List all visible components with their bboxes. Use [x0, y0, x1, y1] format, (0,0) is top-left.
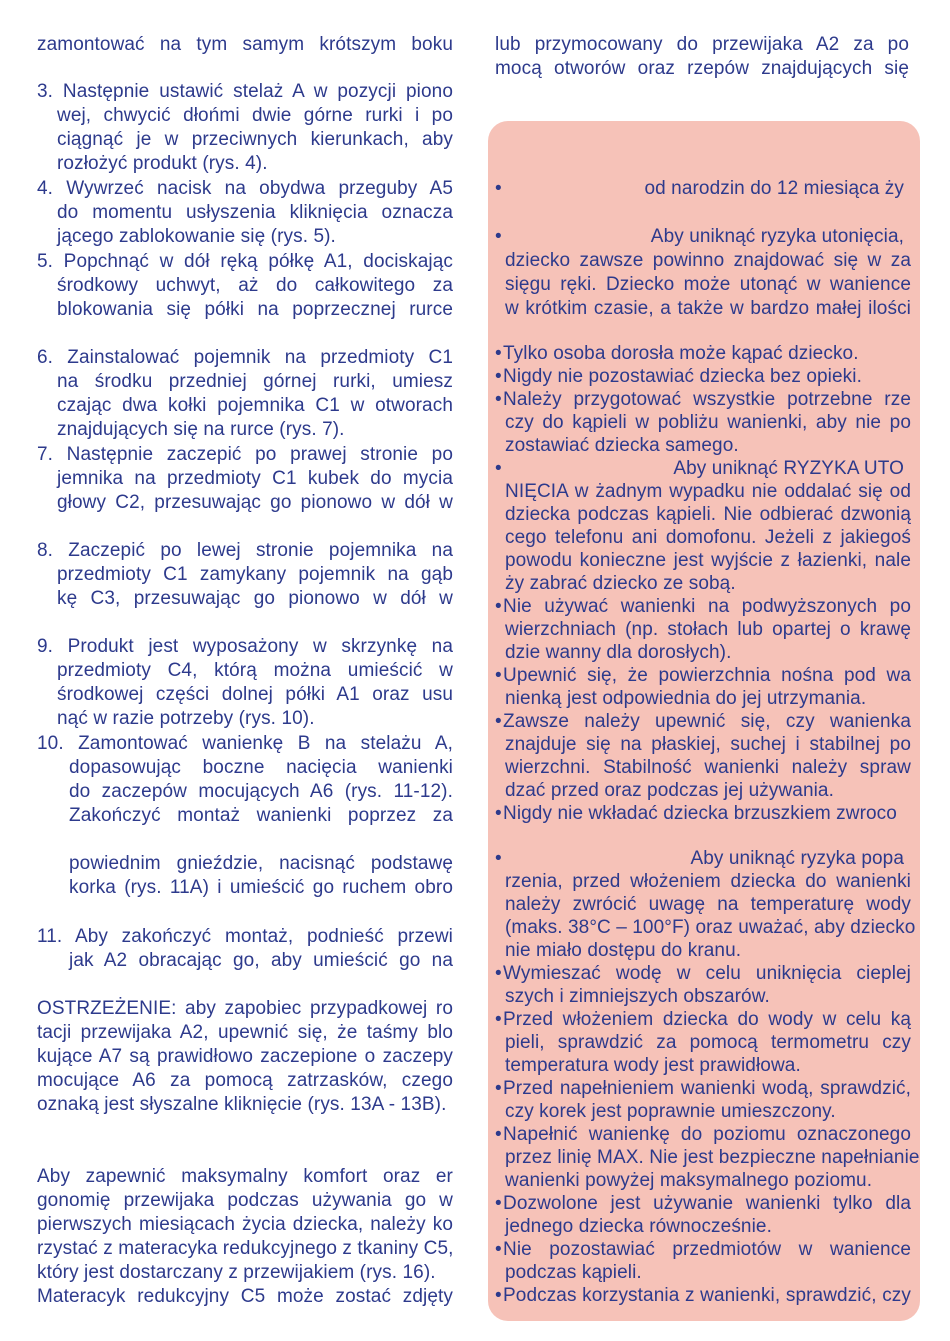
- bullet: •: [495, 848, 502, 869]
- warning-line: Nigdy nie wkładać dziecka brzuszkiem zwroco: [503, 803, 897, 824]
- warning-line: Tylko osoba dorosła może kąpać dziecko.: [503, 343, 859, 364]
- text-line: kę C3, przesuwając go pionowo w dół w: [57, 588, 453, 609]
- bullet: •: [495, 1078, 502, 1099]
- text-line: głowy C2, przesuwając go pionowo w dół w: [57, 492, 453, 513]
- bullet: •: [495, 963, 502, 984]
- text-line: mocą otworów oraz rzepów znajdujących się: [495, 58, 909, 79]
- warning-line: Należy przygotować wszystkie potrzebne rze: [503, 389, 911, 410]
- text-line: rozłożyć produkt (rys. 4).: [57, 153, 268, 174]
- bullet: •: [495, 178, 502, 199]
- text-line: Aby zapewnić maksymalny komfort oraz er: [37, 1166, 453, 1187]
- bullet: •: [495, 1124, 502, 1145]
- bullet: •: [495, 226, 502, 247]
- text-line: blokowania się półki na poprzecznej rurce: [57, 299, 453, 320]
- warning-line: dzie wanny dla dorosłych).: [505, 642, 732, 663]
- warning-line: jednego dziecka równocześnie.: [505, 1216, 772, 1237]
- step-8-line: 8. Zaczepić po lewej stronie pojemnika na: [37, 540, 453, 561]
- warning-line: czy korek jest poprawnie umieszczony.: [505, 1101, 836, 1122]
- text-line: który jest dostarczany z przewijakiem (rys. 16).: [37, 1262, 436, 1283]
- warning-line: należy zwrócić uwagę na temperaturę wody: [505, 894, 911, 915]
- warning-line: w krótkim czasie, a także w bardzo małej ilości: [505, 298, 911, 319]
- warning-line: ży zabrać dziecko ze sobą.: [505, 573, 736, 594]
- warning-line: Przed napełnieniem wanienki wodą, sprawdzić,: [503, 1078, 911, 1099]
- warning-box: [488, 121, 920, 1321]
- warning-line: nienką jest odpowiednia do jej utrzymania.: [505, 688, 867, 709]
- text-line: jącego zablokowanie się (rys. 5).: [57, 226, 336, 247]
- warning-line: (maks. 38°C – 100°F) oraz uważać, aby dziecko: [505, 917, 916, 938]
- bullet: •: [495, 1009, 502, 1030]
- warning-line: dziecka podczas kąpieli. Nie odbierać dzwonią: [505, 504, 911, 525]
- text-line: powiednim gnieździe, nacisnąć podstawę: [69, 853, 453, 874]
- bullet: •: [495, 711, 502, 732]
- warning-line: Podczas korzystania z wanienki, sprawdzić, czy: [503, 1285, 911, 1306]
- text-line: znajdujących się na rurce (rys. 7).: [57, 419, 345, 440]
- warning-text-line: tacji przewijaka A2, upewnić się, że taśmy blo: [37, 1022, 453, 1043]
- text-line: środkowej części dolnej półki A1 oraz usu: [57, 684, 453, 705]
- warning-line: zostawiać dziecka samego.: [505, 435, 739, 456]
- text-line: środkowy uchwyt, aż do całkowitego za: [57, 275, 453, 296]
- bullet: •: [495, 1285, 502, 1306]
- text-line: do momentu usłyszenia kliknięcia oznacza: [57, 202, 453, 223]
- warning-line: Aby uniknąć ryzyka popa: [690, 848, 904, 869]
- warning-text-line: OSTRZEŻENIE: aby zapobiec przypadkowej ro: [37, 998, 453, 1019]
- warning-line: Nie pozostawiać przedmiotów w wanience: [503, 1239, 911, 1260]
- text-line: przedmioty C4, którą można umieścić w: [57, 660, 453, 681]
- bullet: •: [495, 458, 502, 479]
- bullet: •: [495, 1239, 502, 1260]
- step-7-line: 7. Następnie zaczepić po prawej stronie po: [37, 444, 453, 465]
- text-line: rzystać z materacyka redukcyjnego z tkaniny C5,: [37, 1238, 454, 1259]
- text-line: do zaczepów mocujących A6 (rys. 11-12).: [69, 781, 453, 802]
- text-line: na środku przedniej górnej rurki, umiesz: [57, 371, 453, 392]
- text-line: Zakończyć montaż wanienki poprzez za: [69, 805, 453, 826]
- step-11-line: 11. Aby zakończyć montaż, podnieść przewi: [37, 926, 453, 947]
- text-line: przedmioty C1 zamykany pojemnik na gąb: [57, 564, 453, 585]
- text-line: jak A2 obracając go, aby umieścić go na: [69, 950, 453, 971]
- warning-text-line: mocujące A6 za pomocą zatrzasków, czego: [37, 1070, 453, 1091]
- warning-line: nie miało dostępu do kranu.: [505, 940, 742, 961]
- warning-line: dziecko zawsze powinno znajdować się w za: [505, 250, 911, 271]
- warning-line: Dozwolone jest używanie wanienki tylko dla: [503, 1193, 911, 1214]
- warning-line: Zawsze należy upewnić się, czy wanienka: [503, 711, 911, 732]
- warning-line: rzenia, przed włożeniem dziecka do wanienki: [505, 871, 911, 892]
- warning-line: przez linię MAX. Nie jest bezpieczne napełnianie: [505, 1147, 920, 1168]
- warning-line: wierzchniach (np. stołach lub opartej o krawę: [505, 619, 911, 640]
- warning-line: Nie używać wanienki na podwyższonych po: [503, 596, 911, 617]
- warning-line: znajduje się na płaskiej, suchej i stabilnej po: [505, 734, 911, 755]
- bullet: •: [495, 596, 502, 617]
- step-4-line: 4. Wywrzeć nacisk na obydwa przeguby A5: [37, 178, 453, 199]
- warning-line: czy do kąpieli w pobliżu wanienki, aby nie po: [505, 412, 911, 433]
- warning-line: Aby uniknąć ryzyka utonięcia,: [650, 226, 904, 247]
- warning-text-line: oznaką jest słyszalne kliknięcie (rys. 13A - 13B).: [37, 1094, 447, 1115]
- step-6-line: 6. Zainstalować pojemnik na przedmioty C1: [37, 347, 453, 368]
- step-5-line: 5. Popchnąć w dół ręką półkę A1, dociskając: [37, 251, 453, 272]
- text-line: pierwszych miesiącach życia dziecka, należy ko: [37, 1214, 453, 1235]
- warning-line: od narodzin do 12 miesiąca ży: [644, 178, 904, 199]
- bullet: •: [495, 366, 502, 387]
- text-line: korka (rys. 11A) i umieścić go ruchem obro: [69, 877, 453, 898]
- warning-line: podczas kąpieli.: [505, 1262, 642, 1283]
- warning-line: szych i zimniejszych obszarów.: [505, 986, 770, 1007]
- warning-line: wierzchni. Stabilność wanienki należy spraw: [505, 757, 911, 778]
- warning-line: cego telefonu ani domofonu. Jeżeli z jakiegoś: [505, 527, 911, 548]
- bullet: •: [495, 1193, 502, 1214]
- warning-line: Przed włożeniem dziecka do wody w celu ką: [503, 1009, 911, 1030]
- text-line: Materacyk redukcyjny C5 może zostać zdjęty: [37, 1286, 453, 1307]
- warning-line: temperatura wody jest prawidłowa.: [505, 1055, 801, 1076]
- step-3-line: 3. Następnie ustawić stelaż A w pozycji piono: [37, 81, 453, 102]
- warning-line: Aby uniknąć RYZYKA UTO: [673, 458, 904, 479]
- text-line: lub przymocowany do przewijaka A2 za po: [495, 34, 909, 55]
- warning-text-line: kujące A7 są prawidłowo zaczepione o zaczepy: [37, 1046, 453, 1067]
- text-line: gonomię przewijaka podczas używania go w: [37, 1190, 453, 1211]
- bullet: •: [495, 803, 502, 824]
- text-line: nąć w razie potrzeby (rys. 10).: [57, 708, 315, 729]
- warning-line: wanienki powyżej maksymalnego poziomu.: [505, 1170, 873, 1191]
- text-line: jemnika na przedmioty C1 kubek do mycia: [57, 468, 453, 489]
- text-line: wej, chwycić dłońmi dwie górne rurki i po: [57, 105, 453, 126]
- warning-line: Wymieszać wodę w celu uniknięcia cieplej: [503, 963, 911, 984]
- warning-line: Napełnić wanienkę do poziomu oznaczonego: [503, 1124, 911, 1145]
- warning-line: NIĘCIA w żadnym wypadku nie oddalać się od: [505, 481, 911, 502]
- text-line: zamontować na tym samym krótszym boku: [37, 34, 453, 55]
- warning-line: Upewnić się, że powierzchnia nośna pod wa: [503, 665, 911, 686]
- text-line: dopasowując boczne nacięcia wanienki: [69, 757, 453, 778]
- text-line: czając dwa kołki pojemnika C1 w otworach: [57, 395, 453, 416]
- step-10-line: 10. Zamontować wanienkę B na stelażu A,: [37, 733, 453, 754]
- warning-line: Nigdy nie pozostawiać dziecka bez opieki.: [503, 366, 862, 387]
- text-line: ciągnąć je w przeciwnych kierunkach, aby: [57, 129, 453, 150]
- step-9-line: 9. Produkt jest wyposażony w skrzynkę na: [37, 636, 453, 657]
- warning-line: powodu konieczne jest wyjście z łazienki, nale: [505, 550, 911, 571]
- bullet: •: [495, 343, 502, 364]
- bullet: •: [495, 389, 502, 410]
- warning-line: dzać przed oraz podczas jej używania.: [505, 780, 834, 801]
- warning-line: pieli, sprawdzić za pomocą termometru czy: [505, 1032, 911, 1053]
- bullet: •: [495, 665, 502, 686]
- warning-line: sięgu ręki. Dziecko może utonąć w wanience: [505, 274, 911, 295]
